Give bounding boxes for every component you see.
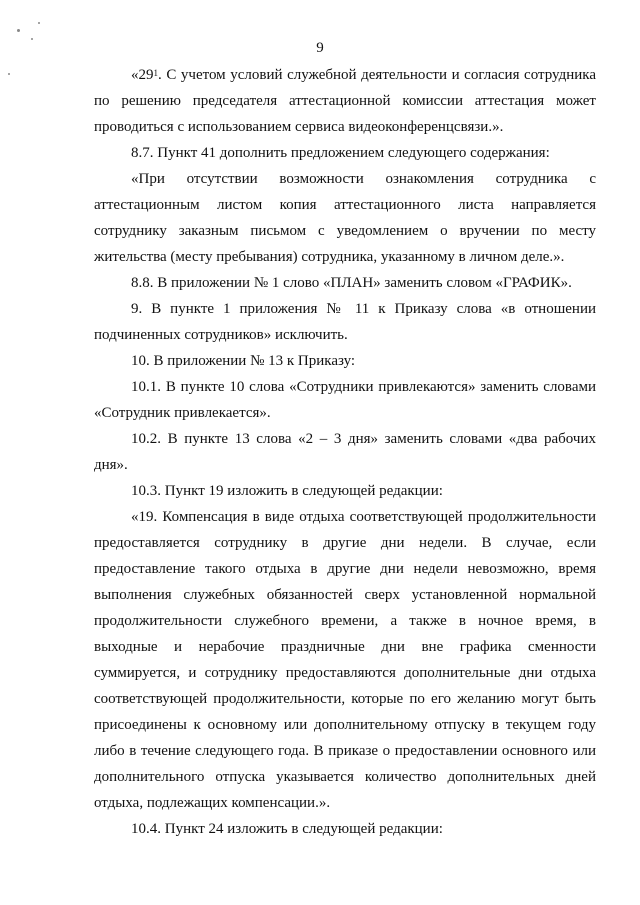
paragraph-10-3: 10.3. Пункт 19 изложить в следующей редакции:	[131, 483, 443, 499]
scan-speck	[8, 73, 10, 75]
paragraph-8-8: 8.8. В приложении № 1 слово «ПЛАН» заменить словом «ГРАФИК».	[131, 275, 572, 291]
scan-speck	[38, 22, 40, 24]
paragraph-10-1: 10.1. В пункте 10 слова «Сотрудники привлекаются» заменить словами «Сотрудник привлекается».	[94, 379, 596, 421]
scan-speck	[17, 29, 20, 32]
document-body	[94, 62, 596, 842]
paragraph-9: 9. В пункте 1 приложения № 11 к Приказу слова «в отношении подчиненных сотрудников» исключить.	[94, 301, 596, 343]
paragraph-8-7: 8.7. Пункт 41 дополнить предложением следующего содержания:	[131, 145, 550, 161]
paragraph-8-7-quote: «При отсутствии возможности ознакомления сотрудника с аттестационным листом копия аттестационного листа направляется сотруднику заказным письмом с уведомлением о вручении по месту жительства (месту пребывания) сотрудника, указанному в личном деле.».	[94, 171, 596, 265]
paragraph-10-4: 10.4. Пункт 24 изложить в следующей редакции:	[131, 821, 443, 837]
paragraph-text: «29	[131, 67, 154, 83]
page-number: 9	[316, 40, 324, 56]
paragraph-29-1-attestation-videoconference	[94, 62, 596, 140]
paragraph-10: 10. В приложении № 13 к Приказу:	[131, 353, 356, 369]
paragraph-19-quote: «19. Компенсация в виде отдыха соответствующей продолжительности предоставляется сотруднику в другие дни недели. В случае, если предоставление такого отдыха в другие дни недели невозможно, время выполнения служебных обязанностей сверх установленной нормальной продолжительности служебного времени, а также в ночное время, в выходные и нерабочие праздничные дни вне графика сменности суммируется, и сотруднику предоставляются дополнительные дни отдыха соответствующей продолжительности, которые по его желанию могут быть присоединены к основному или дополнительному отпуску в текущем году либо в течение следующего года. В приказе о предоставлении основного или дополнительного отпуска указывается количество дополнительных дней отдыха, подлежащих компенсации.».	[94, 509, 596, 811]
paragraph-text: . С учетом условий служебной деятельности и согласия сотрудника по решению председателя аттестационной комиссии аттестация может проводиться с использованием сервиса видеоконференцсвязи.».	[94, 67, 596, 135]
paragraph-10-2: 10.2. В пункте 13 слова «2 – 3 дня» заменить словами «два рабочих дня».	[94, 431, 596, 473]
superscript-number: 1	[153, 68, 158, 78]
